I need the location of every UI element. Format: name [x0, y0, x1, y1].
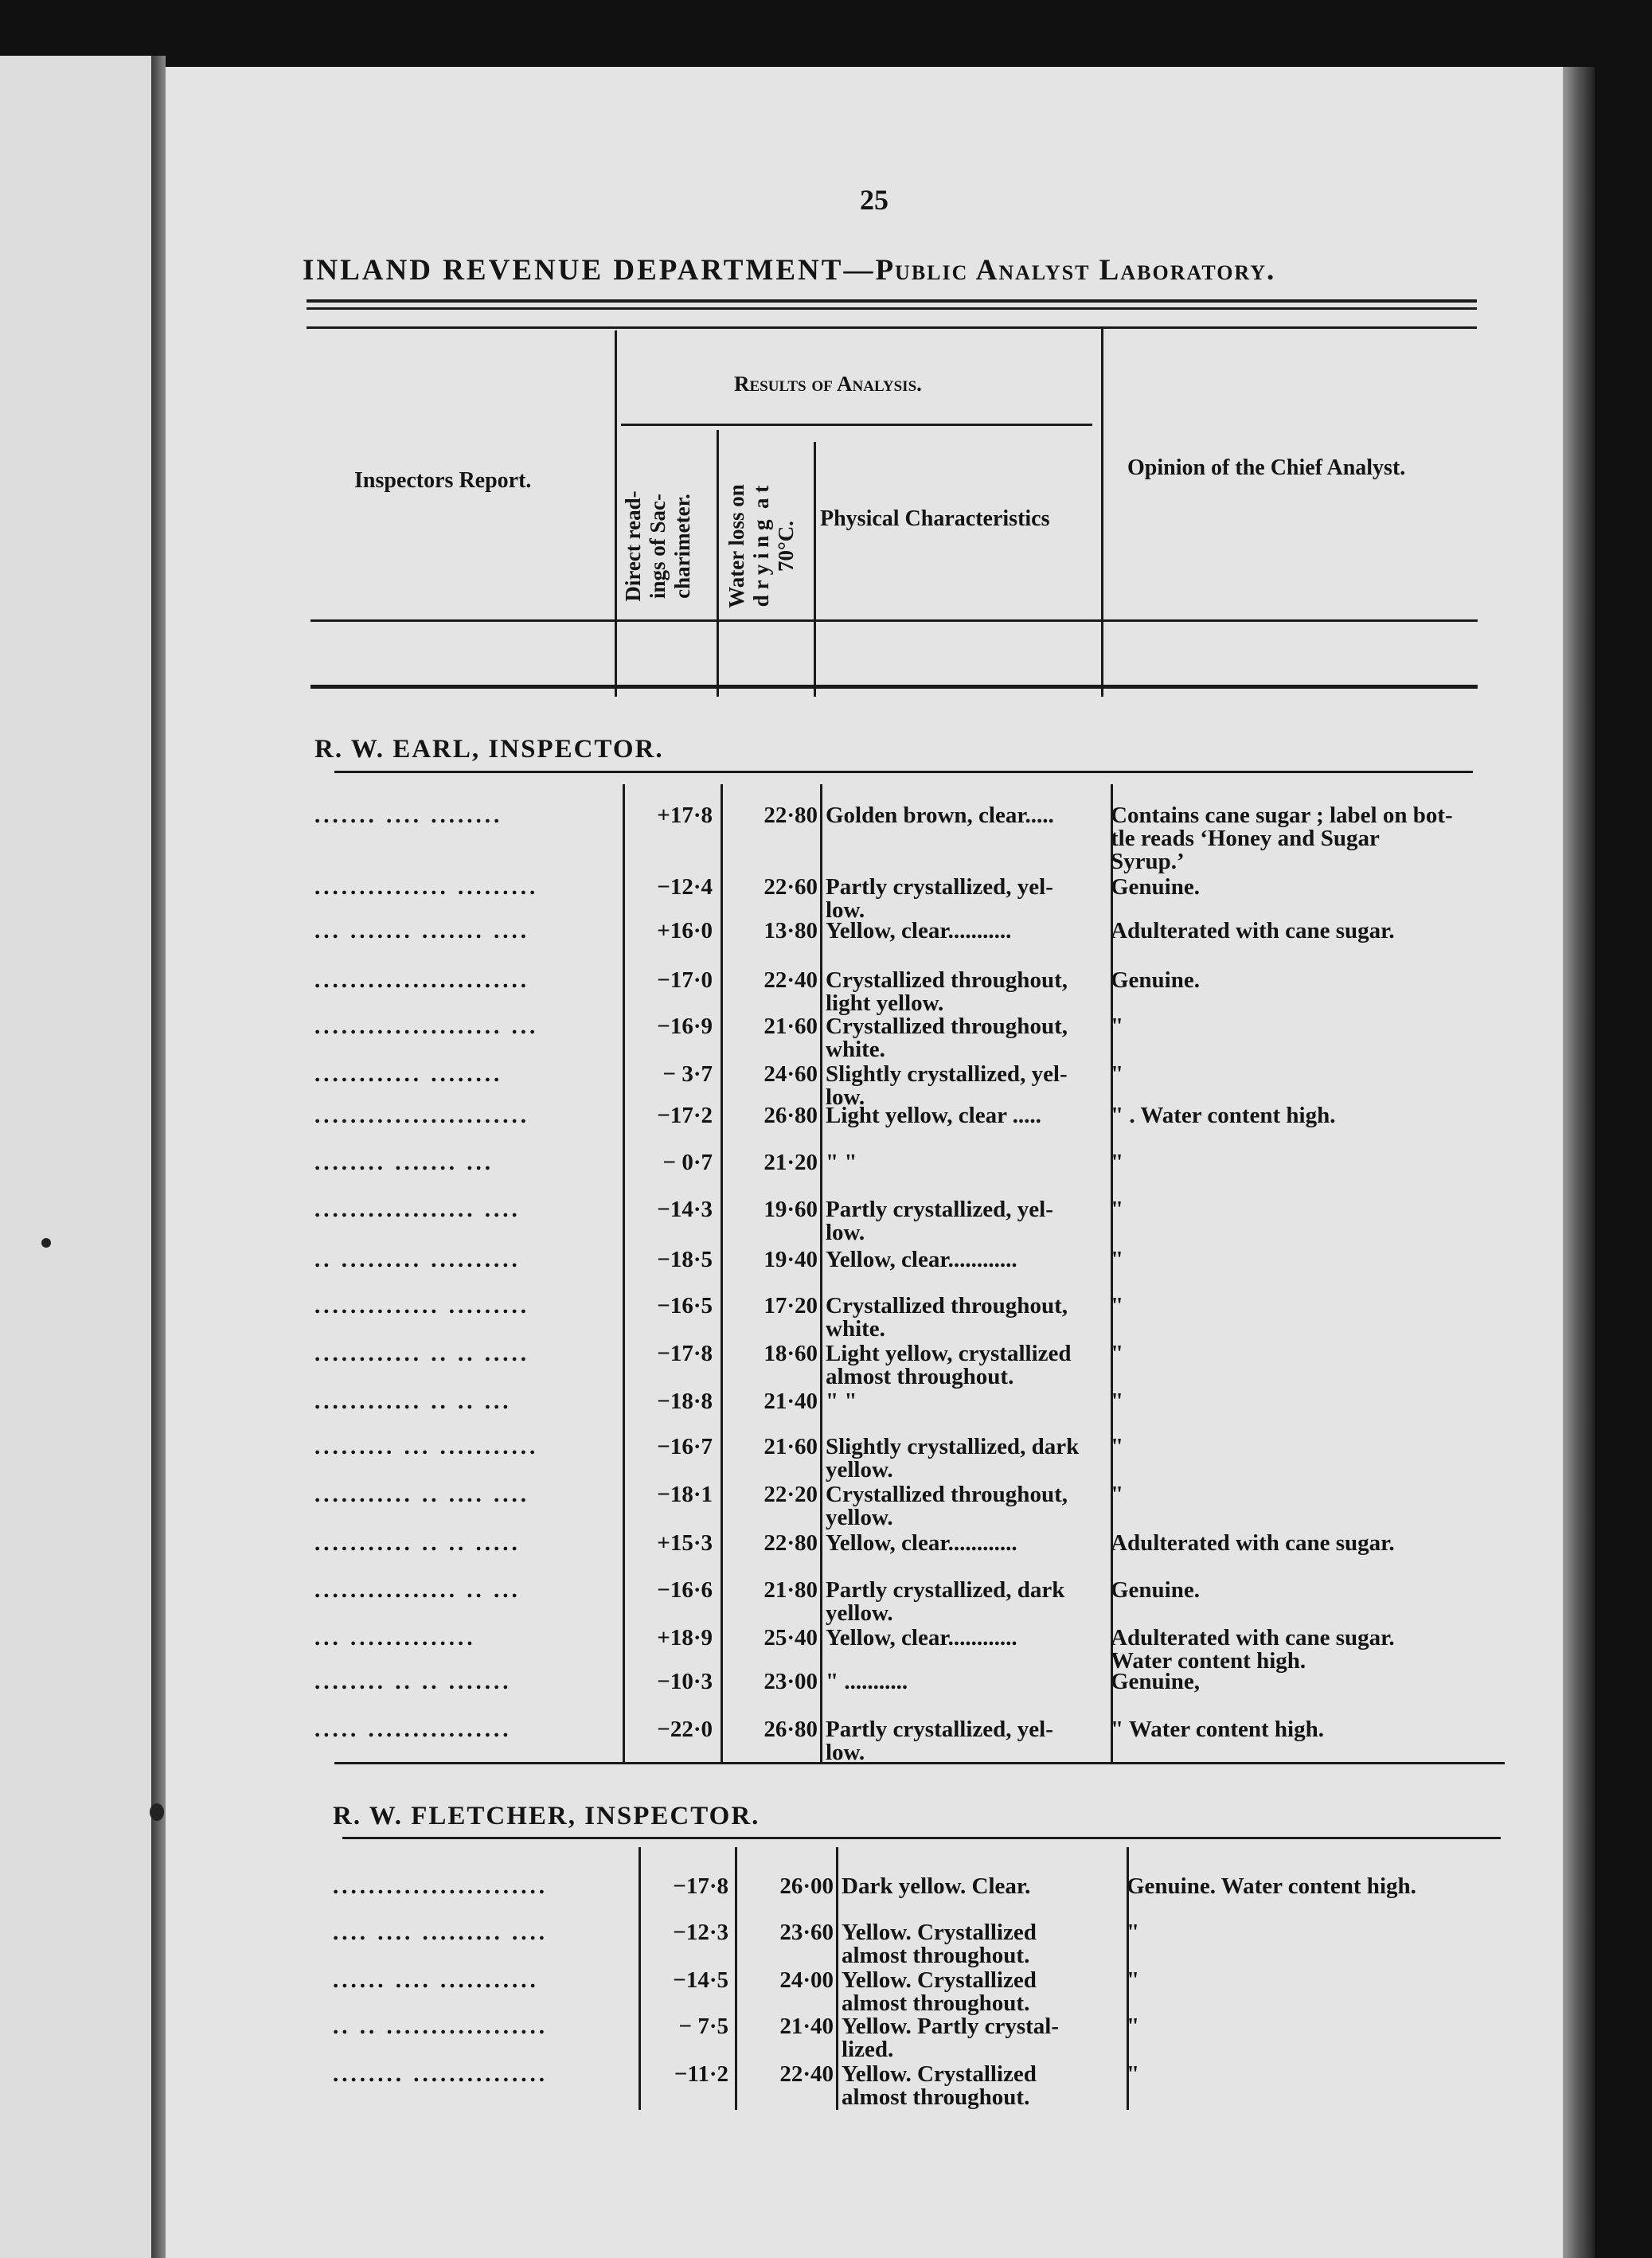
- saccharimeter-reading: +15·3: [657, 1530, 713, 1556]
- physical-characteristics: Yellow, clear............: [826, 1247, 1017, 1272]
- physical-characteristics: Yellow. Crystallized almost throughout.: [842, 1967, 1037, 2016]
- physical-characteristics: Slightly crystallized, yel- low.: [826, 1061, 1068, 1110]
- report-leader: ... ....... ....... ....: [314, 920, 529, 943]
- col-line-physical-2: [836, 1847, 838, 2110]
- physical-characteristics: " ": [826, 1389, 857, 1414]
- chief-analyst-opinion: Contains cane sugar ; label on bot- tle reads ‘Honey and Sugar Syrup.’: [1111, 803, 1453, 874]
- chief-analyst-opinion: ": [1111, 1293, 1124, 1318]
- right-page-edge: [1563, 67, 1595, 2258]
- report-leader: ............... .........: [314, 876, 539, 899]
- chief-analyst-opinion: Genuine.: [1111, 874, 1200, 900]
- title-main: INLAND REVENUE DEPARTMENT—: [303, 254, 876, 287]
- saccharimeter-reading: −18·5: [657, 1247, 713, 1272]
- water-loss-value: 13·80: [764, 918, 818, 943]
- header-sub-rule: [310, 619, 1478, 622]
- section-rule-earl: [334, 771, 1473, 773]
- col-line-physical-1: [820, 784, 822, 1764]
- physical-characteristics: Yellow. Partly crystal- lized.: [842, 2014, 1060, 2062]
- physical-characteristics: Light yellow, clear .....: [826, 1103, 1041, 1128]
- report-leader: ........ ....... ...: [314, 1151, 494, 1174]
- page-title: [303, 253, 1275, 287]
- report-leader: .. .. ..................: [333, 2015, 548, 2038]
- water-loss-value: 22·80: [764, 1530, 818, 1556]
- report-leader: .. ......... ..........: [314, 1248, 521, 1272]
- section-rule-fletcher: [342, 1837, 1501, 1839]
- chief-analyst-opinion: Genuine.: [1111, 967, 1200, 993]
- saccharimeter-reading: −18·1: [657, 1482, 713, 1507]
- water-loss-value: 21·40: [764, 1389, 818, 1414]
- saccharimeter-reading: +16·0: [657, 918, 713, 943]
- book-gutter: [151, 56, 166, 2258]
- report-leader: ........................: [314, 969, 529, 992]
- physical-characteristics: Yellow. Crystallized almost throughout.: [842, 2061, 1037, 2110]
- report-leader: .... .... ......... ....: [333, 1921, 548, 1944]
- direct-readings-header: Direct read- ings of Sac- charimeter.: [621, 490, 694, 602]
- saccharimeter-reading: −22·0: [657, 1717, 713, 1742]
- report-leader: ........... .. .. .....: [314, 1532, 521, 1555]
- physical-characteristics: Partly crystallized, yel- low.: [826, 874, 1053, 923]
- binding-mark: [150, 1803, 164, 1821]
- water-loss-value: 22·80: [764, 803, 818, 828]
- water-loss-value: 22·60: [764, 874, 818, 900]
- report-leader: ................ .. ...: [314, 1579, 521, 1602]
- header-divider-2: [717, 430, 719, 697]
- physical-characteristics: Yellow. Crystallized almost throughout.: [842, 1920, 1037, 1968]
- report-leader: ........... .. .... ....: [314, 1483, 529, 1506]
- water-loss-value: 21·60: [764, 1434, 818, 1459]
- header-divider-1: [615, 330, 617, 697]
- water-loss-value: 23·60: [779, 1920, 834, 1945]
- physical-characteristics: Partly crystallized, yel- low.: [826, 1197, 1053, 1245]
- chief-analyst-opinion: ": [1111, 1341, 1124, 1366]
- report-leader: ...... .... ...........: [333, 1969, 539, 1992]
- water-loss-value: 21·60: [764, 1014, 818, 1039]
- report-leader: ....... .... ........: [314, 804, 503, 827]
- chief-analyst-opinion: ": [1111, 1482, 1124, 1507]
- chief-analyst-opinion: ": [1111, 1150, 1124, 1175]
- saccharimeter-reading: −16·5: [657, 1293, 713, 1318]
- water-loss-value: 21·80: [764, 1577, 818, 1603]
- section-title-earl: R. W. EARL, INSPECTOR.: [314, 735, 664, 764]
- report-leader: ... ..............: [314, 1627, 476, 1650]
- chief-analyst-opinion: Genuine,: [1111, 1669, 1200, 1694]
- saccharimeter-reading: −10·3: [657, 1669, 713, 1694]
- physical-characteristics: Yellow, clear............: [826, 1530, 1017, 1556]
- physical-characteristics: Crystallized throughout, white.: [826, 1014, 1068, 1062]
- physical-characteristics: Crystallized throughout, light yellow.: [826, 967, 1068, 1016]
- header-bottom-rule: [310, 685, 1478, 689]
- saccharimeter-reading: −12·3: [673, 1920, 728, 1945]
- report-leader: ............ ........: [314, 1063, 503, 1086]
- water-loss-value: 18·60: [764, 1341, 818, 1366]
- water-loss-value: 22·20: [764, 1482, 818, 1507]
- chief-analyst-opinion: ": [1111, 1014, 1124, 1039]
- physical-characteristics: Slightly crystallized, dark yellow.: [826, 1434, 1080, 1483]
- physical-characteristics: Crystallized throughout, white.: [826, 1293, 1068, 1342]
- chief-analyst-opinion: Genuine.: [1111, 1577, 1200, 1603]
- saccharimeter-reading: +18·9: [657, 1625, 713, 1651]
- chief-analyst-opinion: Adulterated with cane sugar.: [1111, 1530, 1395, 1556]
- page-number: 25: [860, 184, 888, 216]
- physical-characteristics: Dark yellow. Clear.: [842, 1873, 1031, 1899]
- physical-characteristics: Partly crystallized, dark yellow.: [826, 1577, 1065, 1626]
- saccharimeter-reading: − 7·5: [678, 2014, 728, 2039]
- saccharimeter-reading: +17·8: [657, 803, 713, 828]
- ink-spot: [41, 1238, 51, 1248]
- chief-analyst-opinion: ": [1111, 1197, 1124, 1222]
- water-loss-value: 26·00: [779, 1873, 834, 1899]
- water-loss-value: 26·80: [764, 1103, 818, 1128]
- saccharimeter-reading: −16·6: [657, 1577, 713, 1603]
- report-leader: ............ .. .. .....: [314, 1342, 529, 1365]
- water-loss-value: 19·60: [764, 1197, 818, 1222]
- report-leader: ........ .. .. .......: [314, 1670, 512, 1694]
- title-sub: Public Analyst Laboratory.: [875, 254, 1276, 287]
- report-leader: ........................: [333, 1875, 548, 1898]
- chief-analyst-opinion: Genuine. Water content high.: [1127, 1873, 1416, 1899]
- section-title-fletcher: R. W. FLETCHER, INSPECTOR.: [333, 1802, 760, 1830]
- water-loss-value: 21·20: [764, 1150, 818, 1175]
- physical-characteristics: Golden brown, clear.....: [826, 803, 1054, 828]
- physical-characteristics: Light yellow, crystallized almost throughout.: [826, 1341, 1072, 1389]
- saccharimeter-reading: −14·3: [657, 1197, 713, 1222]
- water-loss-value: 26·80: [764, 1717, 818, 1742]
- water-loss-value: 25·40: [764, 1625, 818, 1651]
- water-loss-value: 22·40: [779, 2061, 834, 2087]
- physical-characteristics: " ...........: [826, 1669, 908, 1694]
- physical-characteristics: Yellow, clear............: [826, 1625, 1017, 1651]
- double-rule-top-2: [307, 307, 1477, 310]
- chief-analyst-opinion: Adulterated with cane sugar.: [1111, 918, 1395, 943]
- physical-characteristics: Crystallized throughout, yellow.: [826, 1482, 1068, 1530]
- physical-characteristics-header: Physical Characteristics: [820, 506, 1050, 531]
- saccharimeter-reading: −17·0: [657, 967, 713, 993]
- water-loss-value: 19·40: [764, 1247, 818, 1272]
- report-leader: ......... ... ...........: [314, 1436, 539, 1459]
- inspectors-report-header: Inspectors Report.: [354, 468, 532, 493]
- opinion-header: Opinion of the Chief Analyst.: [1127, 455, 1406, 480]
- water-loss-value: 21·40: [779, 2014, 834, 2039]
- report-leader: ..... ................: [314, 1718, 512, 1741]
- saccharimeter-reading: −17·2: [657, 1103, 713, 1128]
- physical-characteristics: " ": [826, 1150, 857, 1175]
- chief-analyst-opinion: ": [1127, 1920, 1140, 1945]
- saccharimeter-reading: − 0·7: [662, 1150, 713, 1175]
- water-loss-value: 24·00: [779, 1967, 834, 1993]
- chief-analyst-opinion: ": [1111, 1434, 1124, 1459]
- chief-analyst-opinion: ": [1111, 1389, 1124, 1414]
- saccharimeter-reading: −16·9: [657, 1014, 713, 1039]
- report-leader: .............. .........: [314, 1295, 529, 1318]
- results-of-analysis-header: Results of Analysis.: [734, 372, 922, 396]
- header-divider-4: [1101, 326, 1103, 697]
- saccharimeter-reading: −17·8: [673, 1873, 728, 1899]
- report-leader: ............ .. .. ...: [314, 1390, 512, 1413]
- saccharimeter-reading: −16·7: [657, 1434, 713, 1459]
- saccharimeter-reading: −14·5: [673, 1967, 728, 1993]
- water-loss-value: 24·60: [764, 1061, 818, 1087]
- chief-analyst-opinion: Adulterated with cane sugar. Water content high.: [1111, 1625, 1395, 1674]
- report-leader: .................. ....: [314, 1198, 521, 1221]
- physical-characteristics: Yellow, clear...........: [826, 918, 1012, 943]
- chief-analyst-opinion: ": [1127, 1967, 1140, 1993]
- saccharimeter-reading: − 3·7: [662, 1061, 713, 1087]
- chief-analyst-opinion: ": [1111, 1247, 1124, 1272]
- water-loss-header: Water loss on d r y i n g a t 70°C.: [724, 484, 798, 608]
- chief-analyst-opinion: " . Water content high.: [1111, 1103, 1336, 1128]
- header-divider-3: [814, 442, 816, 697]
- water-loss-value: 17·20: [764, 1293, 818, 1318]
- water-loss-value: 23·00: [764, 1669, 818, 1694]
- report-leader: ..................... ...: [314, 1015, 539, 1038]
- chief-analyst-opinion: ": [1127, 2014, 1140, 2039]
- saccharimeter-reading: −18·8: [657, 1389, 713, 1414]
- physical-characteristics: Partly crystallized, yel- low.: [826, 1717, 1053, 1765]
- saccharimeter-reading: −17·8: [657, 1341, 713, 1366]
- saccharimeter-reading: −11·2: [674, 2061, 728, 2087]
- results-underline: [621, 424, 1092, 426]
- double-rule-top: [307, 299, 1477, 303]
- chief-analyst-opinion: " Water content high.: [1111, 1717, 1324, 1742]
- water-loss-value: 22·40: [764, 967, 818, 993]
- report-leader: ........ ...............: [333, 2063, 548, 2086]
- saccharimeter-reading: −12·4: [657, 874, 713, 900]
- chief-analyst-opinion: ": [1111, 1061, 1124, 1087]
- left-page-edge: [0, 56, 151, 2258]
- report-leader: ........................: [314, 1104, 529, 1127]
- chief-analyst-opinion: ": [1127, 2061, 1140, 2087]
- header-top-rule: [307, 326, 1477, 329]
